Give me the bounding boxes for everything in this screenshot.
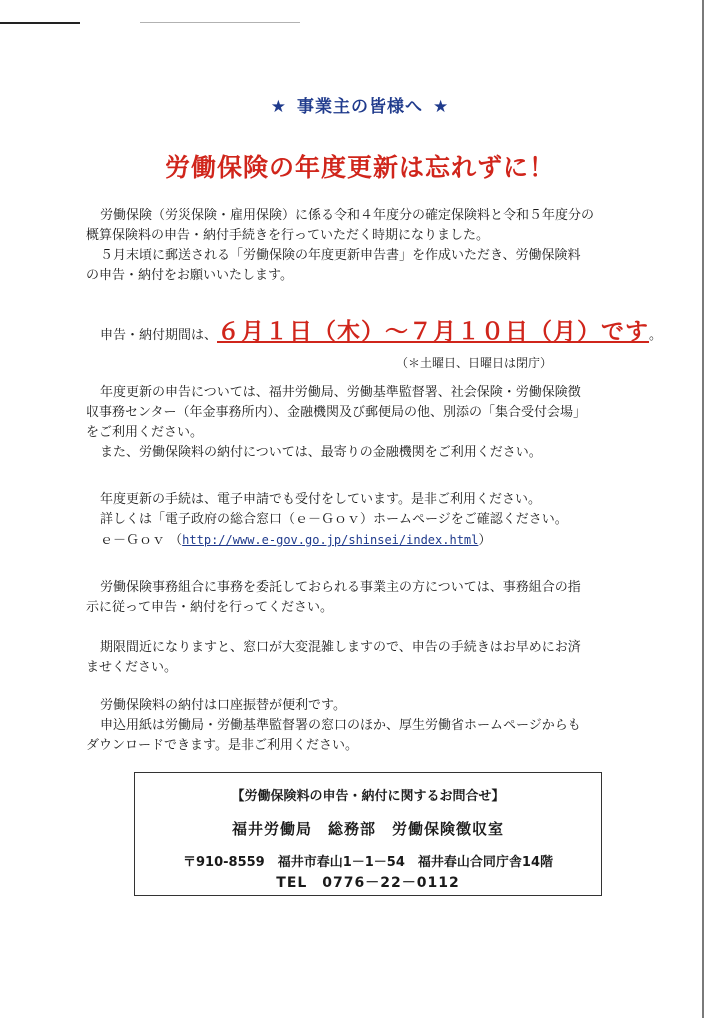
egov-label: ｅ－Ｇｏｖ — [100, 533, 166, 548]
contact-box — [134, 772, 602, 896]
venues-line: 収事務センター（年金事務所内）、金融機関及び郵便局の他、別添の「集合受付会場」 — [86, 405, 586, 420]
crowding-line: ませください。 — [86, 660, 178, 675]
deadline-line — [100, 313, 663, 346]
transfer-paragraph — [86, 696, 626, 756]
intro-line: 概算保険料の申告・納付手続きを行っていただく時期になりました。 — [86, 228, 490, 243]
star-icon: ★ — [270, 97, 287, 117]
deadline-period: ６月１日（木）～７月１０日（月）です — [217, 319, 650, 345]
intro-line: ５月末頃に郵送される「労働保険の年度更新申告書」を作成いただき、労働保険料 — [100, 248, 581, 263]
greeting-text: 事業主の皆様へ — [297, 97, 423, 117]
headline: 労働保険の年度更新は忘れずに！ — [164, 153, 555, 182]
deadline-tail: 。 — [649, 328, 663, 343]
egov-paren-open: （ — [169, 533, 183, 548]
intro-paragraph — [86, 206, 626, 286]
intro-line: 労働保険（労災保険・雇用保険）に係る令和４年度分の確定保険料と令和５年度分の — [100, 208, 595, 223]
venues-line: また、労働保険料の納付については、最寄りの金融機関をご利用ください。 — [100, 445, 542, 460]
egov-link[interactable]: http://www.e-gov.go.jp/shinsei/index.html — [182, 533, 479, 547]
star-icon: ★ — [433, 97, 450, 117]
scan-artifact-top-left — [0, 22, 80, 24]
transfer-line: ダウンロードできます。是非ご利用ください。 — [86, 738, 358, 753]
association-line: 労働保険事務組合に事務を委託しておられる事業主の方については、事務組合の指 — [100, 580, 581, 595]
greeting-line — [0, 92, 720, 117]
crowding-paragraph — [86, 638, 626, 678]
transfer-line: 労働保険料の納付は口座振替が便利です。 — [100, 698, 346, 713]
venues-line: 年度更新の申告については、福井労働局、労働基準監督署、社会保険・労働保険徴 — [100, 385, 581, 400]
contact-address: 〒910-8559 福井市春山1－1－54 福井春山合同庁舎14階 — [183, 855, 553, 870]
transfer-line: 申込用紙は労働局・労働基準監督署の窓口のほか、厚生労働省ホームページからも — [100, 718, 581, 733]
contact-tel: TEL 0776－22－0112 — [276, 875, 460, 891]
closed-note: （＊土曜日、日曜日は閉庁） — [396, 356, 553, 370]
association-line: 示に従って申告・納付を行ってください。 — [86, 600, 334, 615]
scan-artifact-top — [140, 22, 300, 23]
egov-line: 年度更新の手続は、電子申請でも受付をしています。是非ご利用ください。 — [100, 492, 541, 507]
egov-paragraph — [86, 490, 626, 551]
contact-office: 福井労働局 総務部 労働保険徴収室 — [231, 820, 504, 838]
intro-line: の申告・納付をお願いいたします。 — [86, 268, 293, 283]
venues-paragraph — [86, 383, 626, 463]
egov-line: 詳しくは「電子政府の総合窓口（ｅ－Ｇｏｖ）ホームページをご確認ください。 — [100, 512, 568, 527]
egov-paren-close: ） — [478, 533, 492, 548]
association-paragraph — [86, 578, 626, 618]
egov-link-line — [86, 530, 626, 551]
deadline-lead: 申告・納付期間は、 — [100, 328, 218, 343]
contact-title: 【労働保険料の申告・納付に関するお問合せ】 — [231, 789, 505, 804]
crowding-line: 期限間近になりますと、窓口が大変混雑しますので、申告の手続きはお早めにお済 — [100, 640, 581, 655]
venues-line: をご利用ください。 — [86, 425, 204, 440]
